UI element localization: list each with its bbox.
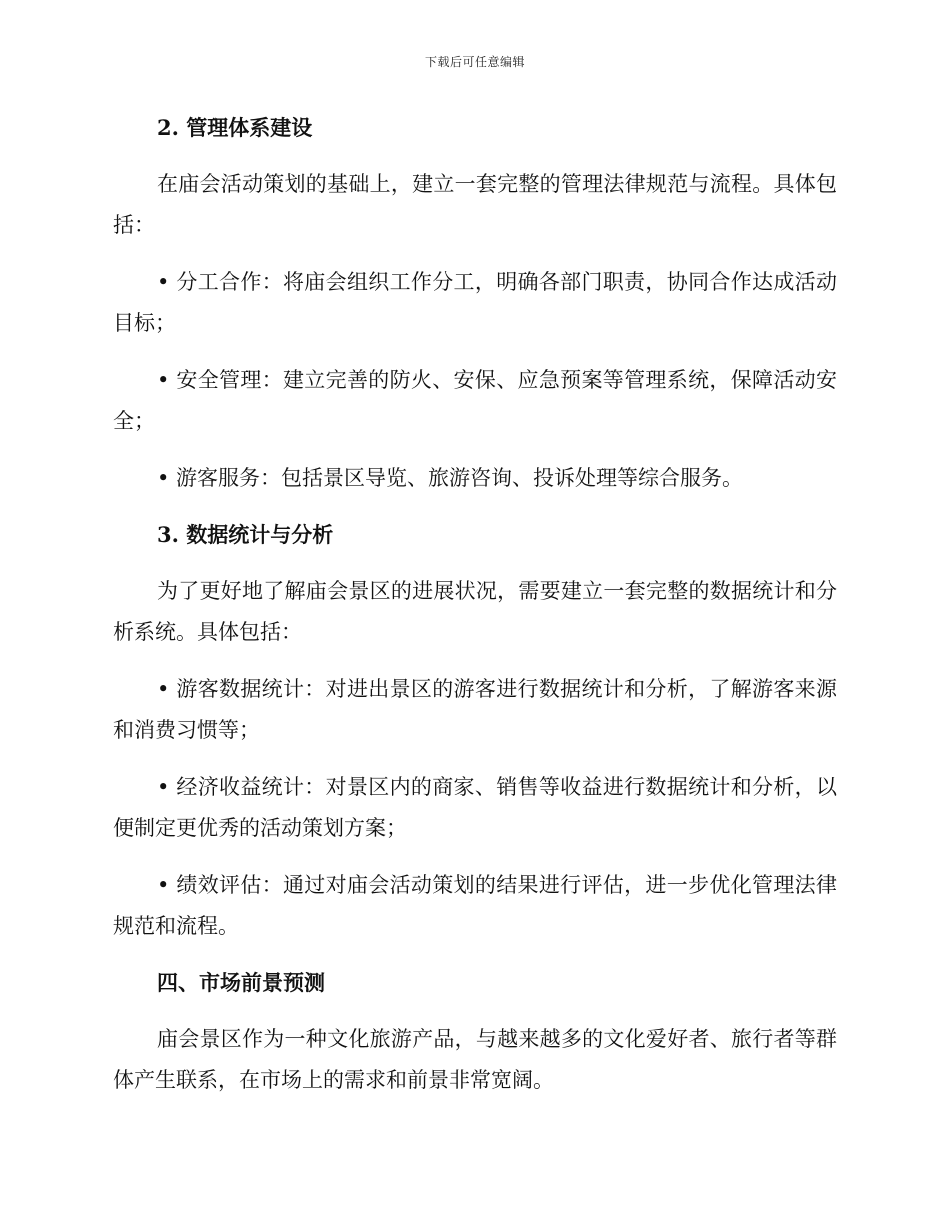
- list-item-revenue-statistics: • 经济收益统计：对景区内的商家、销售等收益进行数据统计和分析，以便制定更优秀的活动策划方案；: [113, 775, 837, 840]
- section-heading-data-analysis: 3. 数据统计与分析: [157, 522, 334, 547]
- list-item-division-of-labor: • 分工合作：将庙会组织工作分工，明确各部门职责，协同合作达成活动目标；: [113, 270, 837, 335]
- list-item-visitor-statistics: • 游客数据统计：对进出景区的游客进行数据统计和分析，了解游客来源和消费习惯等；: [113, 677, 837, 742]
- page-header: 下载后可任意编辑: [424, 55, 525, 69]
- list-item-safety-management: • 安全管理：建立完善的防火、安保、应急预案等管理系统，保障活动安全；: [113, 368, 837, 433]
- paragraph-management-intro: 在庙会活动策划的基础上，建立一套完整的管理法律规范与流程。具体包括：: [113, 172, 837, 237]
- section-heading-management: 2. 管理体系建设: [157, 115, 313, 140]
- paragraph-data-intro: 为了更好地了解庙会景区的进展状况，需要建立一套完整的数据统计和分析系统。具体包括：: [113, 579, 837, 644]
- list-item-performance-evaluation: • 绩效评估：通过对庙会活动策划的结果进行评估，进一步优化管理法律规范和流程。: [113, 873, 837, 938]
- document-body: [113, 108, 837, 1117]
- list-item-visitor-service: • 游客服务：包括景区导览、旅游咨询、投诉处理等综合服务。: [157, 466, 744, 490]
- paragraph-market-intro: 庙会景区作为一种文化旅游产品，与越来越多的文化爱好者、旅行者等群体产生联系，在市场上的需求和前景非常宽阔。: [113, 1027, 837, 1092]
- section-heading-market-outlook: 四、市场前景预测: [157, 970, 325, 995]
